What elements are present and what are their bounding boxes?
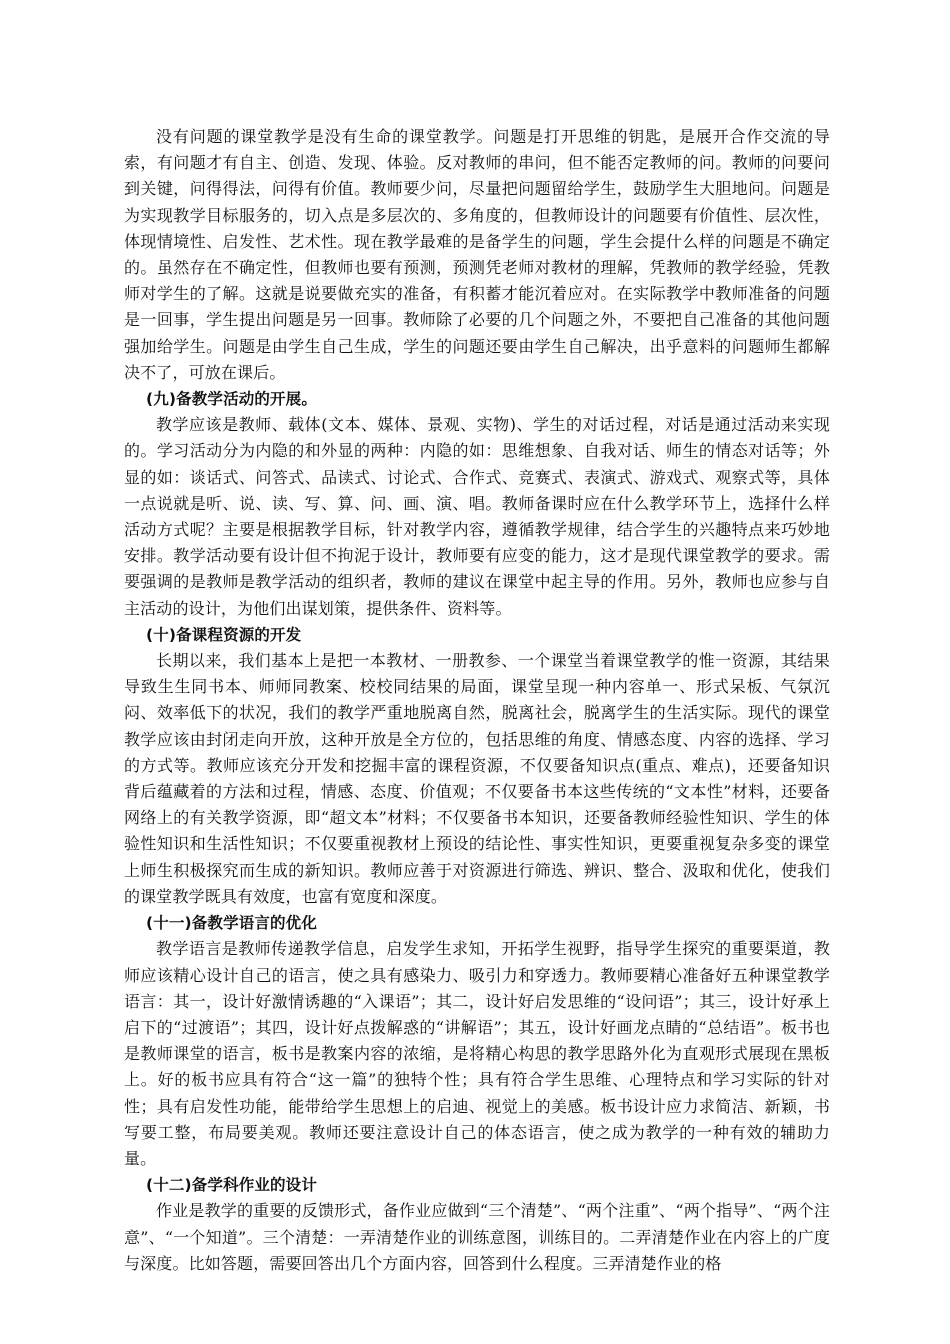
paragraph-activities: 教学应该是教师、载体(文本、媒体、景观、实物)、学生的对话过程，对话是通过活动来实现的。学习活动分为内隐的和外显的两种：内隐的如：思维想象、自我对话、师生的情态对话等；外显的如：谈话式、问答式、品读式、讨论式、合作式、竞赛式、表演式、游戏式、观察式等，具体一点说就是听、说、读、写、算、问、画、演、唱。教师备课时应在什么教学环节上，选择什么样活动方式呢？主要是根据教学目标，针对教学内容，遵循教学规律，结合学生的兴趣特点来巧妙地安排。教学活动要有设计但不拘泥于设计，教师要有应变的能力，这才是现代课堂教学的要求。需要强调的是教师是教学活动的组织者，教师的建议在课堂中起主导的作用。另外，教师也应参与自主活动的设计，为他们出谋划策，提供条件、资料等。 [124,415,830,618]
section-heading-10: (十)备课程资源的开发 [146,625,302,644]
section-heading-9: (九)备教学活动的开展。 [146,390,317,409]
paragraph-questions: 没有问题的课堂教学是没有生命的课堂教学。问题是打开思维的钥匙，是展开合作交流的导索，有问题才有自主、创造、发现、体验。反对教师的串问，但不能否定教师的问。教师的问要问到关键，问得得法，问得有价值。教师要少问，尽量把问题留给学生，鼓励学生大胆地问。问题是为实现教学目标服务的，切入点是多层次的、多角度的，但教师设计的问题要有价值性、层次性，体现情境性、启发性、艺术性。现在教学最难的是备学生的问题，学生会提什么样的问题是不确定的。虽然存在不确定性，但教师也要有预测，预测凭老师对教材的理解，凭教师的教学经验，凭教师对学生的了解。这就是说要做充实的准备，有积蓄才能沉着应对。在实际教学中教师准备的问题是一回事，学生提出问题是另一回事。教师除了必要的几个问题之外，不要把自己准备的其他问题强加给学生。问题是由学生自己生成，学生的问题还要由学生自己解决，出乎意料的问题师生都解决不了，可放在课后。 [124,127,830,382]
paragraph-resources: 长期以来，我们基本上是把一本教材、一册教参、一个课堂当着课堂教学的惟一资源，其结果导致生生同书本、师师同教案、校校同结果的局面，课堂呈现一种内容单一、形式呆板、气氛沉闷、效率低下的状况，我们的教学严重地脱离自然，脱离社会，脱离学生的生活实际。现代的课堂教学应该由封闭走向开放，这种开放是全方位的，包括思维的角度、情感态度、内容的选择、学习的方式等。教师应该充分开发和挖掘丰富的课程资源，不仅要备知识点(重点、难点)，还要备知识背后蕴藏着的方法和过程，情感、态度、价值观；不仅要备书本这些传统的“文本性”材料，还要备网络上的有关教学资源，即“超文本”材料；不仅要备书本知识，还要备教师经验性知识、学生的体验性知识和生活性知识；不仅要重视教材上预设的结论性、事实性知识，更要重视复杂多变的课堂上师生积极探究而生成的新知识。教师应善于对资源进行筛选、辨识、整合、汲取和优化，使我们的课堂教学既具有效度，也富有宽度和深度。 [124,651,830,906]
paragraph-language: 教学语言是教师传递教学信息，启发学生求知，开拓学生视野，指导学生探究的重要渠道，教师应该精心设计自己的语言，使之具有感染力、吸引力和穿透力。教师要精心准备好五种课堂教学语言：其一，设计好激情诱趣的“入课语”；其二，设计好启发思维的“设问语”；其三，设计好承上启下的“过渡语”；其四，设计好点拨解惑的“讲解语”；其五，设计好画龙点睛的“总结语”。板书也是教师课堂的语言，板书是教案内容的浓缩，是将精心构思的教学思路外化为直观形式展现在黑板上。好的板书应具有符合“这一篇”的独特个性；具有符合学生思维、心理特点和学习实际的针对性；具有启发性功能，能带给学生思想上的启迪、视觉上的美感。板书设计应力求简洁、新颖，书写要工整，布局要美观。教师还要注意设计自己的体态语言，使之成为教学的一种有效的辅助力量。 [124,939,830,1168]
document-page [124,124,830,1277]
paragraph-homework: 作业是教学的重要的反馈形式，备作业应做到“三个清楚”、“两个注重”、“两个指导”、“两个注意”、“一个知道”。三个清楚：一弄清楚作业的训练意图，训练目的。二弄清楚作业在内容上的广度与深度。比如答题，需要回答出几个方面内容，回答到什么程度。三弄清楚作业的格 [124,1201,830,1273]
section-heading-11: (十一)备教学语言的优化 [146,914,317,933]
section-heading-12: (十二)备学科作业的设计 [146,1176,317,1195]
